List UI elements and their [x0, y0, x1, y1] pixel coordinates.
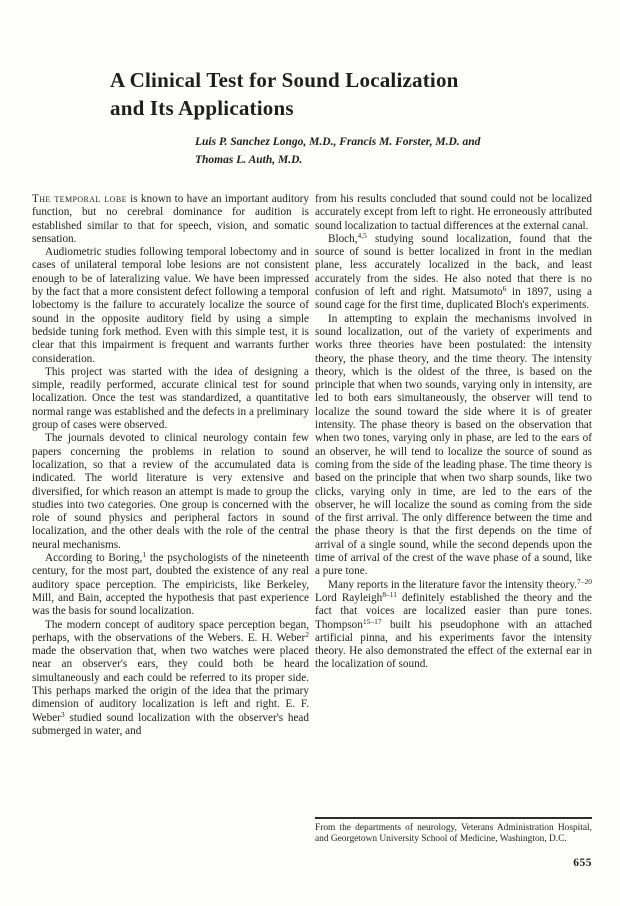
right-column — [315, 193, 592, 813]
title-line-1: A Clinical Test for Sound Localization — [110, 68, 459, 92]
left-column — [32, 193, 309, 738]
paragraph: According to Boring,$^1$ the psychologists of the nineteenth century, for the most part, doubted the existence of any real auditory space perception. The empiricists, like Berkeley, Mill, and Bain, accepted the hypothesis that past experience was the basis for sound localization. — [32, 550, 309, 618]
footnote-text: From the departments of neurology, Veterans Administration Hospital, and Georgetown University School of Medicine, Washington, D.C. — [315, 823, 592, 845]
title-line-2: and Its Applications — [110, 96, 294, 120]
page-number: 655 — [573, 857, 592, 869]
paragraph: The modern concept of auditory space perception began, perhaps, with the observations of the Webers. E. H. Weber$^2$ made the observation that, when two watches were placed near an observer's ears, they could both be heard simultaneously and each could be referred to its proper side. This perhaps marked the origin of the idea that the primary dimension of auditory localization is left and right. E. F. Weber$^3$ studied sound localization with the observer's head submerged in water, and — [32, 618, 309, 737]
paragraph: The journals devoted to clinical neurology contain few papers concerning the problems in relation to sound localization, so that a review of the accumulated data is indicated. The world literature is very extensive and diversified, for which reason an attempt is made to group the studies into two categories. One group is concerned with the role of sound physics and peripheral factors in sound localization, and the other deals with the role of the central neural mechanisms. — [32, 432, 309, 551]
authors-line-2: Thomas L. Auth, M.D. — [195, 153, 303, 166]
article-authors — [195, 134, 595, 169]
paragraph: This project was started with the idea of designing a simple, readily performed, accurate clinical test for sound localization. Once the test was standardized, a quantitative normal range was established and the defects in a preliminary group of cases were observed. — [32, 365, 309, 432]
authors-line-1: Luis P. Sanchez Longo, M.D., Francis M. Forster, M.D. and — [195, 136, 481, 148]
article-title — [110, 66, 590, 122]
paragraph-continuation: from his results concluded that sound could not be localized accurately except from left to right. He erroneously attributed sound localization to tactual differences at the external canal. — [315, 193, 592, 232]
paragraph-intro — [32, 193, 309, 246]
footnote-rule — [315, 817, 592, 819]
paragraph: Bloch,$^{4,5}$ studying sound localization, found that the source of sound is better localized in front in the median plane, less accurately localized in the back, and least accurately from the sides. He also noted that there is no confusion of left and right. Matsumoto$^6$ in 1897, using a sound cage for the first time, duplicated Bloch's experiments. — [315, 231, 592, 312]
footnote-block — [315, 817, 592, 846]
paragraph: Audiometric studies following temporal lobectomy and in cases of unilateral temporal lobe lesions are not consistent enough to be of lateralizing value. We have been impressed by the fact that a more consistent defect following a temporal lobectomy is the failure to accurately localize the source of sound in the opposite auditory field by using a simple bedside tuning fork method. Even with this simple test, it is clear that this impairment is frequent and warrants further consideration. — [32, 246, 309, 365]
intro-text: is known to have an important auditory function, but no cerebral dominance for audition is established similar to that for speech, vision, and somatic sensation. — [32, 193, 309, 245]
smallcaps-lead: The temporal lobe — [32, 193, 127, 205]
paragraph: Many reports in the literature favor the intensity theory.$^{7-20}$ Lord Rayleigh$^{8-11}$ definitely established the theory and the fact that voices are localized easier than pure tones. Thompson$^{15-17}$ built his pseudophone with an attached artificial pinna, and his experiments favor the intensity theory. He also demonstrated the effect of the external ear in the localization of sound. — [315, 576, 592, 671]
paragraph: In attempting to explain the mechanisms involved in sound localization, out of the variety of experiments and works three theories have been postulated: the intensity theory, the phase theory, and the time theory. The intensity theory, which is the oldest of the three, is based on the principle that when two sounds, varying only in intensity, are led to both ears simultaneously, the observer will tend to localize the sound toward the side where it is of greater intensity. The phase theory is based on the observation that when two tones, varying only in phase, are led to the ears of an observer, he will tend to localize the source of sound as coming from the side of the leading phase. The time theory is based on the principle that when two sharp sounds, like two clicks, varying only in time, are led to the ears of the observer, he will localize the sound as coming from the side of the first arrival. The only difference between the time and the phase theory is that the first depends on the time of arrival of a single sound, while the second depends upon the time of arrival of the crest of the wave phase of a sound, like a pure tone. — [315, 312, 592, 578]
